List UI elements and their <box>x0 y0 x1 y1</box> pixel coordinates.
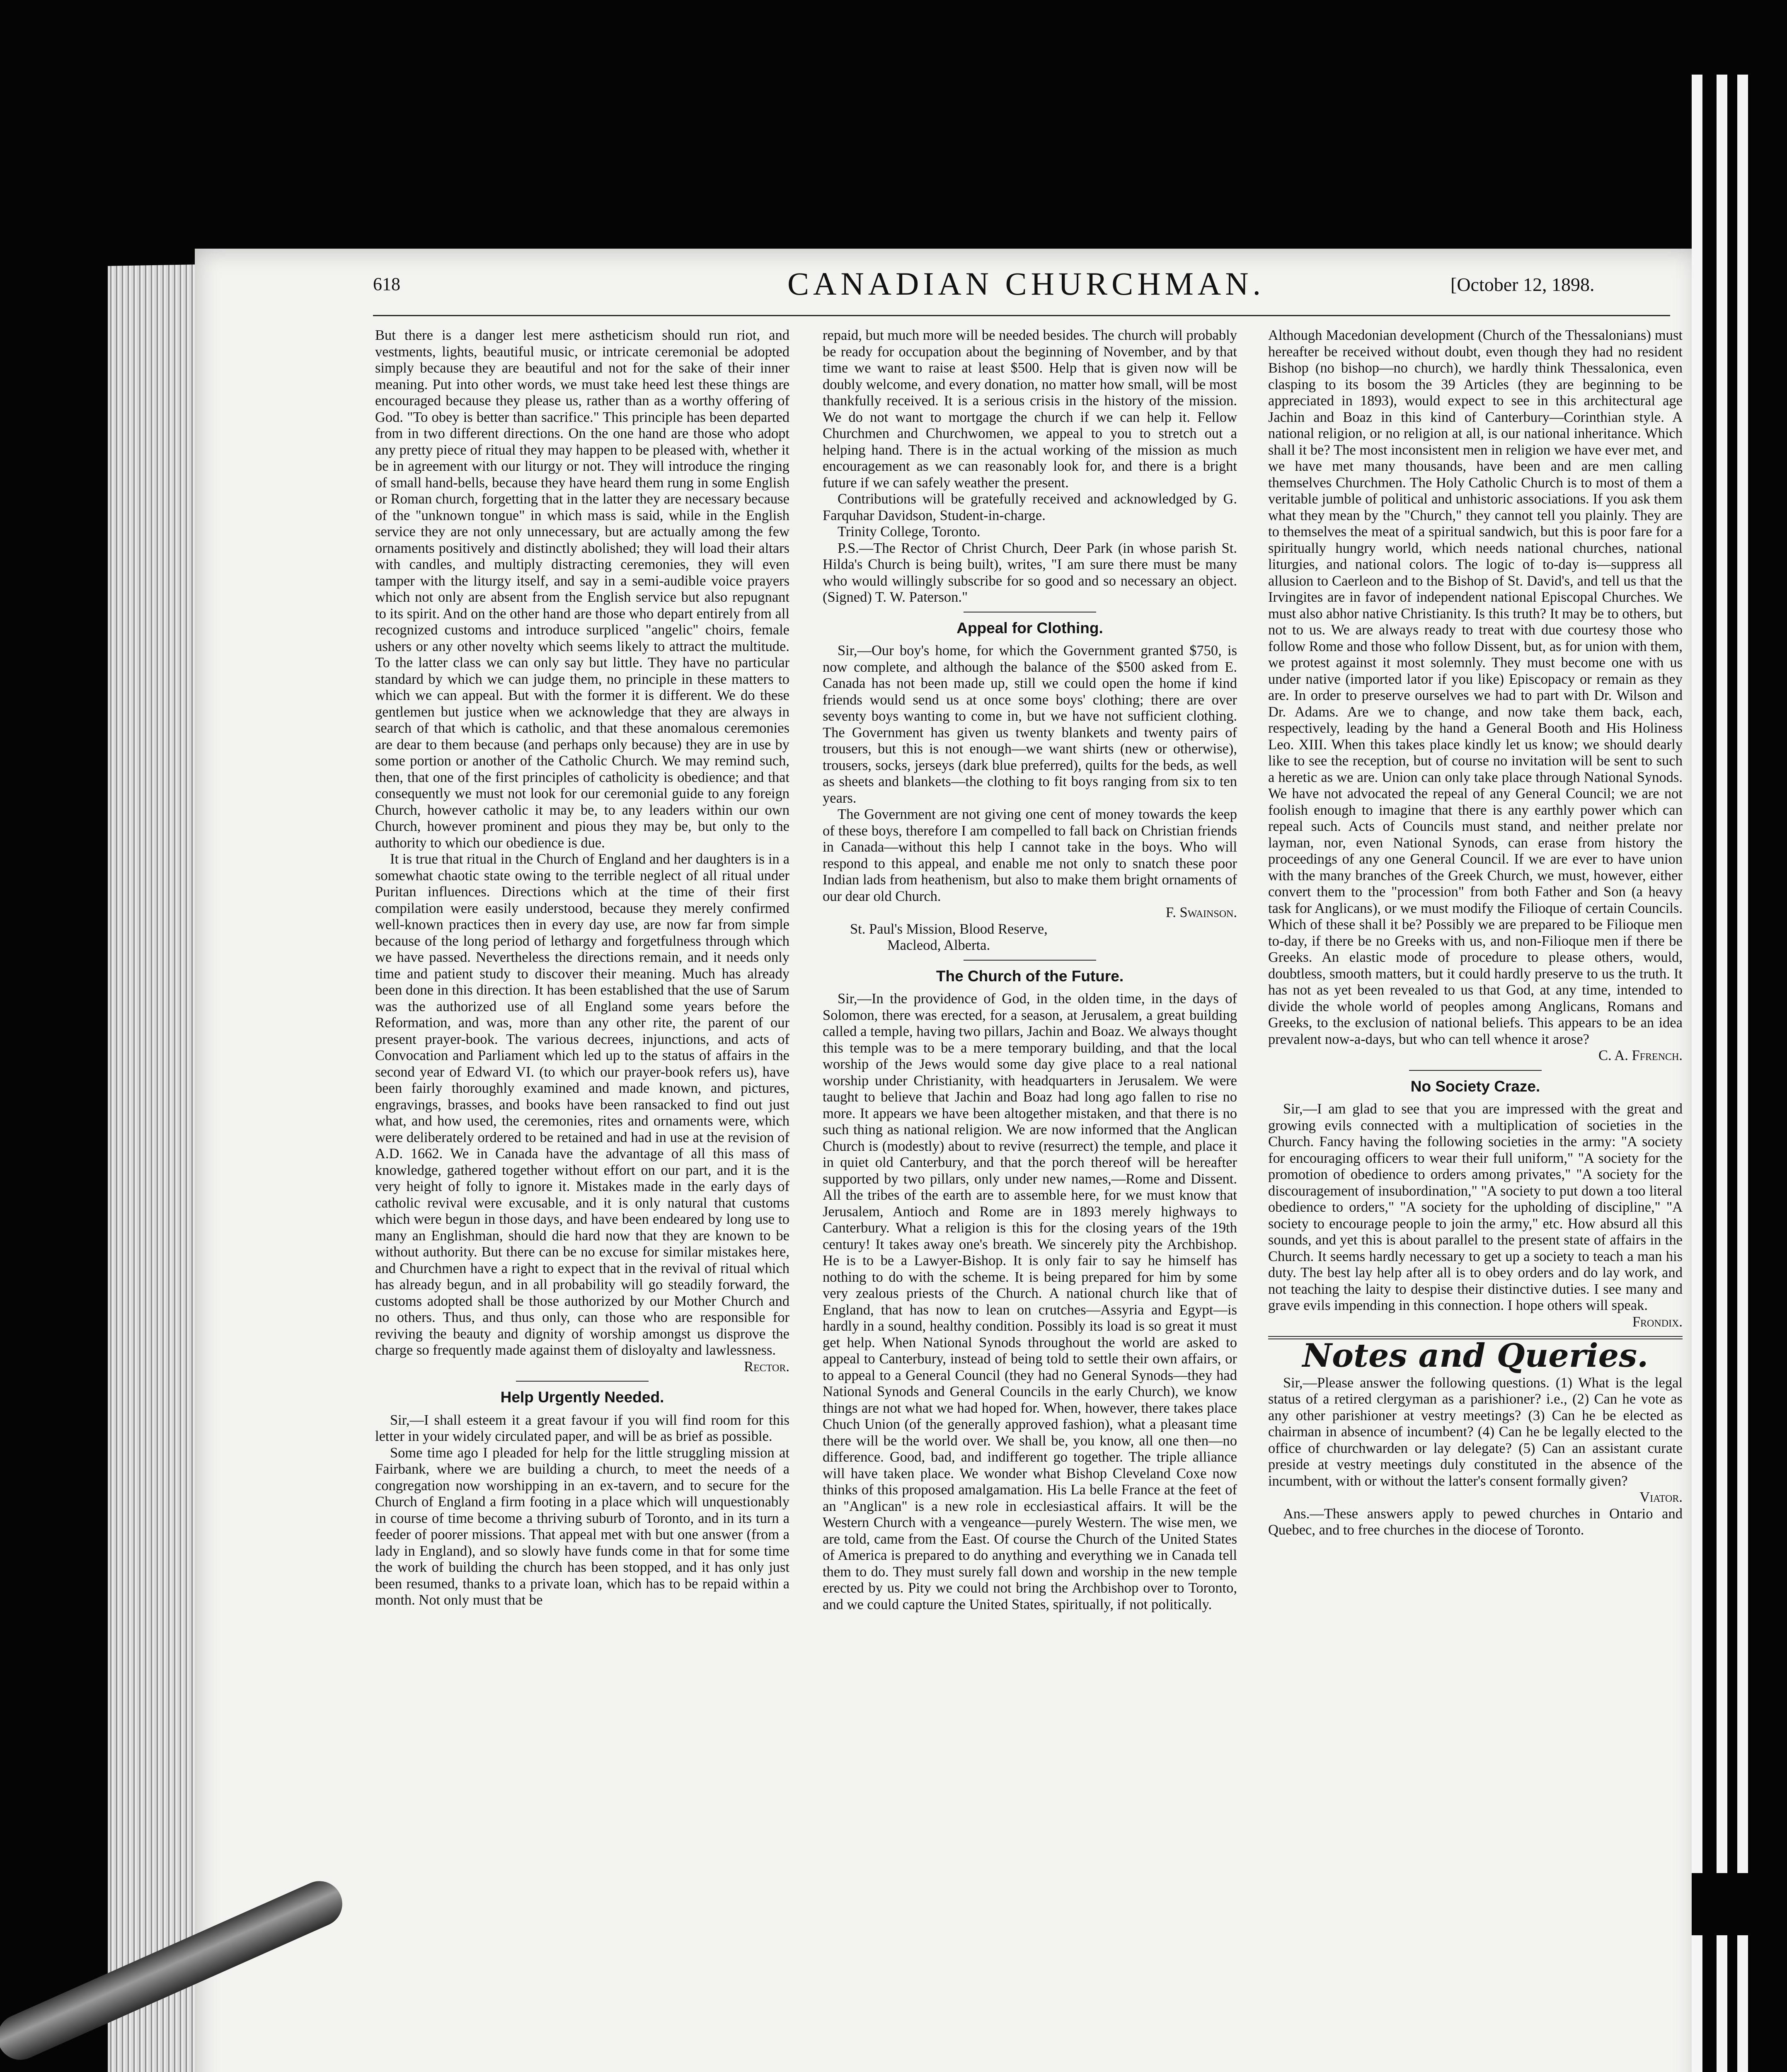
signature-viator: Viator. <box>1639 1489 1683 1505</box>
page-number: 618 <box>373 274 400 294</box>
address-line: Trinity College, Toronto. <box>838 524 981 540</box>
article-paragraph: Contributions will be gratefully received and acknowledged by G. Farquhar Davidson, Student-in-charge. <box>823 491 1237 523</box>
heading-no-society-craze: No Society Craze. <box>1410 1077 1540 1095</box>
column-1 <box>375 327 789 1609</box>
heading-help-urgently-needed: Help Urgently Needed. <box>500 1389 664 1406</box>
article-paragraph: Although Macedonian development (Church of the Thessalonians) must hereafter be received without doubt, even though they had no resident Bishop (no bishop—no church), we hardly think Thessalonica, even clasping to its bosom the 39 Articles (they are beginning to be appreciated in 1893), would expect to see in this architectural age Jachin and Boaz in this kind of Canterbury—Corinthian style. A national religion, or no religion at all, is our national inheritance. Which shall it be? The most inconsistent men in religion we have ever met, and we have met many thousands, have been and are men calling themselves Churchmen. The Holy Catholic Church is to most of them a veritable jumble of political and unhistoric associations. If you ask them what they mean by the "Church," they cannot tell you plainly. They are to themselves the meat of a spiritual sandwich, but this is poor fare for a spiritually hungry world, which needs national churches, national liturgies, and national colors. The logic of to-day is—suppress all allusion to Caerleon and to the Bishop of St. David's, and tell us that the Irvingites are in favor of independent national Episcopal Churches. We must also abhor native Christianity. Is this truth? It may be to others, but not to us. We are always ready to treat with due courtesy those who follow Rome and those who follow Dissent, but, as for union with them, we protest against it most solemnly. They must become one with us under native (imported lator if you like) Episcopacy or remain as they are. In order to preserve ourselves we had to part with Dr. Wilson and Dr. Adams. Are we to change, and now take them back, each, respectively, leading by the hand a General Booth and His Holiness Leo. XIII. When this takes place kindly let us know; we should dearly like to see the reception, but of course no invitation will be sent to such a heretic as we are. Union can only take place through National Synods. We have not advocated the repeal of any General Council; we are not foolish enough to imagine that there is any earthly power which can repeal such. Acts of Councils must stand, and neither prelate nor layman, nor, even National Synods, can erase from history the proceedings of any one General Council. If we are ever to have union with the many branches of the Greek Church, we must, however, either convert them to the "procession" from both Father and Son (a heavy task for Anglicans), or we must modify the Filioque of certain Councils. Which of these shall it be? Possibly we are prepared to be Filioque men to-day, if there be no Greeks with us, and non-Filioque men if there be Greeks. An elastic mode of procedure to please others, would, doubtless, smooth matters, but it could hardly preserve to us the truth. It has not as yet been revealed to us that God, at any time, intended to divide the whole world of peoples among Anglicans, Romans and Greeks, to the exclusion of national beliefs. This appears to be an idea prevalent now-a-days, but who can tell whence it arose? <box>1268 327 1683 1047</box>
heading-church-of-the-future: The Church of the Future. <box>936 967 1124 985</box>
article-paragraph: It is true that ritual in the Church of England and her daughters is in a somewhat chaotic state owing to the terrible neglect of all ritual under Puritan influences. Directions which at the time of their first compilation were easily understood, because they merely confirmed well-known practices then in every day use, are now far from simple because of the long period of lethargy and forgetfulness through which we have passed. Nevertheless the directions remain, and it needs only time and patient study to discover their meaning. Much has already been done in this direction. It has been established that the use of Sarum was the authorized use of all England some years before the Reformation, and was, more than any other rite, the parent of our present prayer-book. The various decrees, injunctions, and acts of Convocation and Parliament which led up to the status of affairs in the second year of Edward VI. (to which our prayer-book refers us), have been fairly thoroughly examined and made known, and pictures, engravings, brasses, and books have been ransacked to find out just what, and how used, the ceremonies, rites and ornaments were, which were deliberately ordered to be retained and had in use at the revision of A.D. 1662. We in Canada have the advantage of all this mass of knowledge, gathered together without effort on our part, and it is the very height of folly to ignore it. Mistakes made in the early days of catholic revival were excusable, and it is only natural that customs which were begun in those days, and have been endeared by long use to many an Englishman, should die hard now that they are known to be without authority. But there can be no excuse for similar mistakes here, and Churchmen have a right to expect that in the revival of ritual which has already begun, and in all probability will go steadily forward, the customs adopted shall be those authorized by our Mother Church and no others. Thus, and thus only, can those who are responsible for reviving the beauty and dignity of worship amongst us disprove the charge so frequently made against them of disloyalty and lawlessness. <box>375 851 789 1358</box>
signature-rector: Rector. <box>744 1358 789 1375</box>
article-paragraph: Sir,—Our boy's home, for which the Government granted $750, is now complete, and although the balance of the $500 asked from E. Canada has not been made up, still we could open the home if kind friends would send us at once some boys' clothing; there are over seventy boys wanting to come in, but we have not sufficient clothing. The Government has given us twenty blankets and twenty pairs of trousers, but this is not enough—we want shirts (new or otherwise), trousers, socks, jerseys (dark blue preferred), quilts for the beds, as well as sheets and blankets—the clothing to fit boys ranging from six to ten years. <box>823 643 1237 806</box>
article-paragraph: Sir,—I shall esteem it a great favour if you will find room for this letter in your widely circulated paper, and will be as brief as possible. <box>375 1412 789 1444</box>
scanner-binding-bars <box>1692 0 1758 2072</box>
answer-paragraph: Ans.—These answers apply to pewed churches in Ontario and Quebec, and to free churches in the diocese of Toronto. <box>1268 1506 1683 1538</box>
address-line: Macleod, Alberta. <box>887 937 990 953</box>
section-divider <box>964 960 1096 961</box>
section-divider <box>516 1381 649 1382</box>
article-paragraph: Sir,—I am glad to see that you are impressed with the great and growing evils connected with a multiplication of societies in the Church. Fancy having the following societies in the army: "A society for encouraging officers to wear their full uniform," "A society for the promotion of obedience to orders among privates," "A society for the discouragement of insubordination," "A society to put down a too literal obedience to orders," "A society for the upholding of discipline," "A society to encourage people to join the army," etc. How absurd all this sounds, and yet this is about parallel to the present state of affairs in the Church. It seems hardly necessary to get up a society to teach a man his duty. The best lay help after all is to obey orders and do lay work, and not teaching the laity to despise their distinctive duties. I see many and grave evils impending in this connection. I hope others will speak. <box>1268 1101 1683 1313</box>
article-paragraph: Sir,—In the providence of God, in the olden time, in the days of Solomon, there was erected, for a season, at Jerusalem, a great building called a temple, having two pillars, Jachin and Boaz. We always thought this temple was to be a mere temporary building, and that the local worship of the Jews would some day give place to a real national worship under Christianity, with headquarters in Jerusalem. We were taught to believe that Jachin and Boaz had long ago fallen to rise no more. It appears we have been altogether mistaken, and that there is no such thing as national religion. We are now informed that the Anglican Church is (modestly) about to revive (resurrect) the temple, and place it in quiet old Canterbury, and that the porch thereof will be hereafter supported by two pillars, only under new names,—Rome and Dissent. All the tribes of the earth are to assemble here, for we must know that Jerusalem, Antioch and Rome are in 1893 merely highways to Canterbury. What a religion is this for the closing years of the 19th century! It takes away one's breath. We sincerely pity the Archbishop. He is to be a Lawyer-Bishop. It is only fair to say he himself has nothing to do with the scheme. It is being prepared for him by some very zealous priests of the Church. A national church like that of England, that has now to lean on crutches—Assyria and Egypt—is hardly in a sound, healthy condition. Possibly its load is so great it must get help. When National Synods throughout the world are asked to appeal to Canterbury, instead of being told to settle their own affairs, or to appeal to a General Council (they had no General Synods—they had National Synods and General Councils in the early Church), we know things are not what we had hoped for. When, however, there takes place Chuch Union (of the generally approved fashion), what a pleasant time there will be the world over. We shall be, you know, all one then—no difference. Good, bad, and indifferent go together. The triple alliance will have taken place. We wonder what Bishop Cleveland Coxe now thinks of this proposed amalgamation. His La belle France at the feet of an "Anglican" is a new role in ecclesiastical affairs. It will be the Western Church with a vengeance—purely Western. The wise men, we are told, came from the East. Of course the Church of the United States of America is prepared to do anything and everything we in Canada tell them to do. They must surely fall down and worship in the new temple erected by us. Pity we could not bring the Archbishop over to Toronto, and we could capture the United States, spiritually, if not politically. <box>823 991 1237 1612</box>
column-2 <box>823 327 1237 1613</box>
section-divider <box>1409 1070 1542 1071</box>
article-paragraph: Sir,—Please answer the following questions. (1) What is the legal status of a retired clergyman as a parishioner? i.e., (2) Can he vote as any other parishioner at vestry meetings? (3) Can he be elected as chairman in absence of incumbent? (4) Can he be legally elected to the office of churchwarden or lay delegate? (5) Can an assistant curate preside at vestry meetings duly constituted in the absence of the incumbent, with or without the latter's consent formally given? <box>1268 1375 1683 1489</box>
article-paragraph: Some time ago I pleaded for help for the little struggling mission at Fairbank, where we are building a church, to meet the needs of a congregation now worshipping in an ex-tavern, and to secure for the Church of England a firm footing in a place which will unquestionably in course of time become a thriving suburb of Toronto, and in its turn a feeder of poorer missions. That appeal met with but one answer (from a lady in England), and so slowly have funds come in that for some time the work of building the church has been stopped, and it has only just been resumed, thanks to a private loan, which has to be repaid within a month. Not only must that be <box>375 1445 789 1608</box>
signature-ffrench: C. A. Ffrench. <box>1598 1048 1683 1063</box>
signature-frondix: Frondix. <box>1632 1314 1683 1330</box>
heading-appeal-for-clothing: Appeal for Clothing. <box>956 619 1103 637</box>
signature-swainson: F. Swainson. <box>1165 905 1237 920</box>
address-line: St. Paul's Mission, Blood Reserve, <box>850 921 1048 937</box>
page-header <box>373 265 1699 311</box>
article-paragraph: But there is a danger lest mere astheticism should run riot, and vestments, lights, beautiful music, or intricate ceremonial be adopted simply because they are beautiful and not for the sake of their inner meaning. Put into other words, we must take heed lest these things are encouraged because they please us, rather than as a worthy offering of God. "To obey is better than sacrifice." This principle has been departed from in two different directions. On the one hand are those who adopt any pretty piece of ritual they may happen to be pleased with, whether it be in agreement with our liturgy or not. They will introduce the ringing of small hand-bells, because they have heard them rung in some English or Roman church, forgetting that in the latter they are necessary because of the "unknown tongue" in which mass is said, while in the English service they are not only unnecessary, but are actually among the few ornaments positively and distinctly abolished; they will load their altars with candles, and multiply distracting ceremonies, they will even tamper with the liturgy itself, and say in a semi-audible voice prayers which not only are absent from the English service but also repugnant to its spirit. And on the other hand are those who depart entirely from all recognized customs and introduce surpliced "angelic" choirs, female ushers or any other novelty which seems likely to attract the multitude. To the latter class we can only say but little. They have no particular standard by which we can judge them, no principle in these matters to which we can appeal. But with the former it is different. We do these gentlemen but justice when we acknowledge that they are always in search of that which is catholic, and that these anomalous ceremonies are dear to them because (and perhaps only because) they are in use by some portion or another of the Catholic Church. We may remind such, then, that one of the first principles of catholicity is obedience; and that consequently we must not look for our ceremonial guide to any foreign Church, however catholic it may be, to any leaders within our own Church, however prominent and pious they may be, but only to the authority to which our obedience is due. <box>375 327 789 851</box>
masthead-title: CANADIAN CHURCHMAN. <box>787 266 1265 302</box>
column-3 <box>1268 327 1683 1539</box>
issue-date: [October 12, 1898. <box>1450 274 1595 295</box>
page-edges <box>108 264 199 2072</box>
article-paragraph: repaid, but much more will be needed besides. The church will probably be ready for occupation about the beginning of November, and by that time we want to raise at least $500. Help that is given now will be doubly welcome, and every donation, no matter how small, will be most thankfully received. It is a serious crisis in the history of the mission. We do not want to mortgage the church if we can help it. Fellow Churchmen and Churchwomen, we appeal to you to stretch out a helping hand. There is in the actual working of the mission as much encouragement as we can reasonably look for, and there is a bright future if we can safely weather the present. <box>823 327 1237 491</box>
section-title-notes-and-queries: Notes and Queries. <box>1302 1337 1649 1375</box>
article-paragraph: The Government are not giving one cent of money towards the keep of these boys, therefore I am compelled to fall back on Christian friends in Canada—without this help I cannot take in the boys. Who will respond to this appeal, and enable me not only to snatch these poor Indian lads from heathenism, but also to make them bright ornaments of our dear old Church. <box>823 806 1237 904</box>
postscript: P.S.—The Rector of Christ Church, Deer Park (in whose parish St. Hilda's Church is being built), writes, "I am sure there must be many who would willingly subscribe for so good and so necessary an object. (Signed) T. W. Paterson." <box>823 540 1237 605</box>
header-rule <box>373 315 1670 316</box>
